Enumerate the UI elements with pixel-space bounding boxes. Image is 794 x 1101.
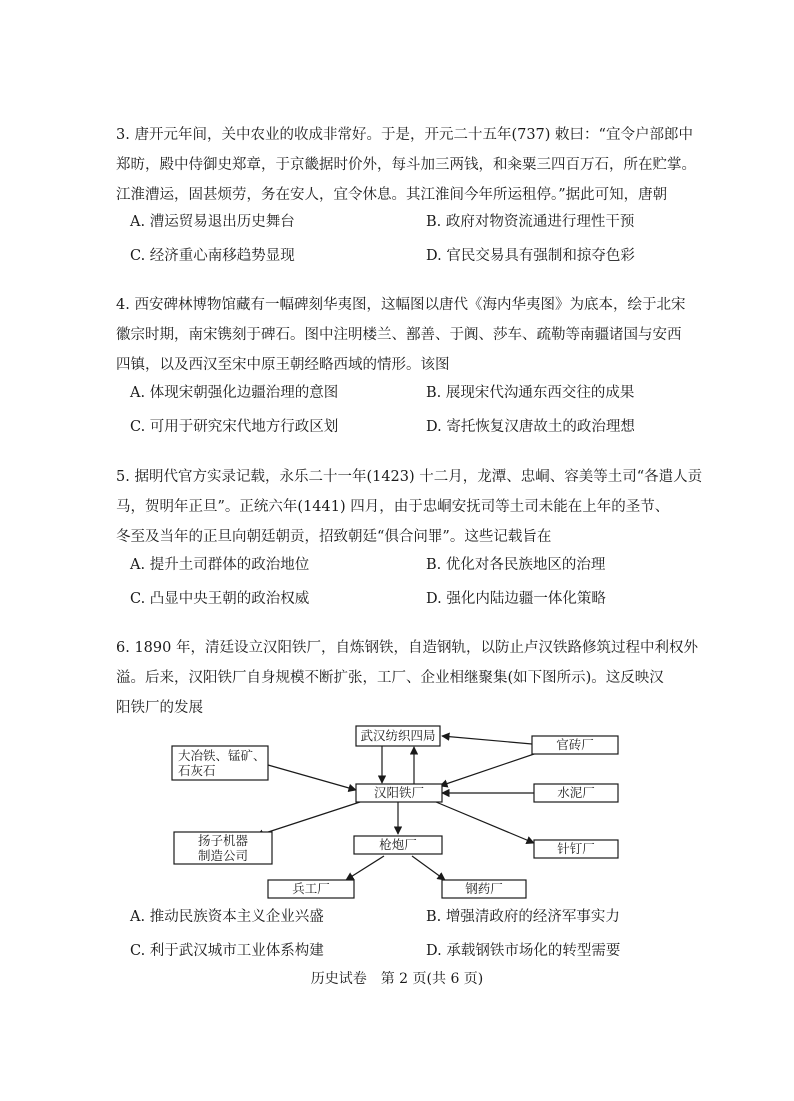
option-a[interactable]: A. 提升土司群体的政治地位	[130, 557, 310, 573]
option-a[interactable]: A. 漕运贸易退出历史舞台	[130, 214, 295, 230]
node-hanyang	[356, 784, 442, 802]
stem-line: 徽宗时期，南宋镌刻于碑石。图中注明楼兰、鄯善、于阗、莎车、疏勒等南疆诸国与安西	[116, 327, 682, 343]
edge-hanyang-to-zhending	[436, 802, 534, 843]
question-6-options	[130, 900, 690, 968]
stem-line: 溢。后来，汉阳铁厂自身规模不断扩张，工厂、企业相继聚集(如下图所示)。这反映汉	[116, 670, 664, 686]
stem-line: 郑昉，殿中侍御史郑章，于京畿据时价外，每斗加三两钱，和籴粟三四百万石，所在贮掌。	[116, 157, 696, 173]
option-a[interactable]: A. 体现宋朝强化边疆治理的意图	[130, 385, 339, 401]
option-a[interactable]: A. 推动民族资本主义企业兴盛	[130, 909, 324, 925]
option-c[interactable]: C. 可用于研究宋代地方行政区划	[130, 419, 339, 435]
stem-line: 5. 据明代官方实录记载，永乐二十一年(1423) 十二月，龙潭、忠峒、容美等土司“各遣人贡	[116, 469, 703, 485]
stem-line: 四镇，以及西汉至宋中原王朝经略西域的情形。该图	[116, 357, 450, 373]
node-daye	[172, 746, 268, 780]
node-label: 钢药厂	[465, 881, 503, 896]
option-d[interactable]: D. 强化内陆边疆一体化策略	[426, 591, 606, 607]
node-yangzi	[174, 832, 272, 864]
node-qiangpao	[354, 836, 442, 854]
node-label: 扬子机器	[197, 833, 249, 848]
option-d[interactable]: D. 寄托恢复汉唐故土的政治理想	[426, 419, 635, 435]
node-shuini	[534, 784, 618, 802]
edge-qiangpao-to-gangyao	[412, 856, 445, 880]
option-d[interactable]: D. 承载钢铁市场化的转型需要	[426, 943, 621, 959]
node-label: 枪炮厂	[379, 837, 417, 852]
option-b[interactable]: B. 政府对物资流通进行理性干预	[426, 214, 635, 230]
edge-daye-to-hanyang	[268, 765, 356, 790]
node-guanzhuan	[532, 736, 618, 754]
stem-line: 阳铁厂的发展	[116, 700, 203, 716]
edge-hanyang-to-yangzi	[256, 802, 360, 836]
stem-line: 3. 唐开元年间，关中农业的收成非常好。于是，开元二十五年(737) 敕曰：“宜令户部郎中	[116, 127, 693, 143]
node-label: 汉阳铁厂	[373, 785, 425, 800]
option-c[interactable]: C. 利于武汉城市工业体系构建	[130, 943, 324, 959]
node-label: 兵工厂	[292, 881, 330, 896]
node-label: 大冶铁、锰矿、	[178, 748, 266, 763]
node-gangyao	[442, 880, 526, 898]
stem-line: 6. 1890 年，清廷设立汉阳铁厂，自炼钢铁，自造钢轨，以防止卢汉铁路修筑过程中利权外	[116, 640, 698, 656]
node-label: 针钉厂	[557, 841, 595, 856]
option-b[interactable]: B. 增强清政府的经济军事实力	[426, 909, 620, 925]
page-footer: 历史试卷 第 2 页(共 6 页)	[310, 971, 484, 987]
edge-qiangpao-to-binggong	[346, 856, 384, 880]
option-b[interactable]: B. 优化对各民族地区的治理	[426, 557, 606, 573]
node-label: 官砖厂	[556, 737, 594, 752]
node-label: 武汉纺织四局	[360, 728, 436, 743]
option-c[interactable]: C. 经济重心南移趋势显现	[130, 248, 295, 264]
node-zhending	[534, 840, 618, 858]
node-label: 石灰石	[178, 763, 216, 778]
node-label: 制造公司	[197, 848, 249, 863]
node-binggong	[268, 880, 354, 898]
stem-line: 4. 西安碑林博物馆藏有一幅碑刻华夷图，这幅图以唐代《海内华夷图》为底本，绘于北宋	[116, 297, 686, 313]
node-wuhan-textile	[356, 726, 440, 746]
node-label: 水泥厂	[557, 785, 595, 800]
stem-line: 江淮漕运，固甚烦劳，务在安人，宜令休息。其江淮间今年所运租停。”据此可知，唐朝	[116, 187, 668, 203]
stem-line: 冬至及当年的正旦向朝廷朝贡，招致朝廷“俱合问罪”。这些记载旨在	[116, 529, 552, 545]
option-d[interactable]: D. 官民交易具有强制和掠夺色彩	[426, 248, 635, 264]
option-b[interactable]: B. 展现宋代沟通东西交往的成果	[426, 385, 635, 401]
edge-guanzhuan-to-textile	[442, 736, 532, 744]
option-c[interactable]: C. 凸显中央王朝的政治权威	[130, 591, 310, 607]
stem-line: 马，贺明年正旦”。正统六年(1441) 四月，由于忠峒安抚司等土司未能在上年的圣节、	[116, 499, 670, 515]
edge-guanzhuan-to-hanyang	[440, 752, 540, 786]
